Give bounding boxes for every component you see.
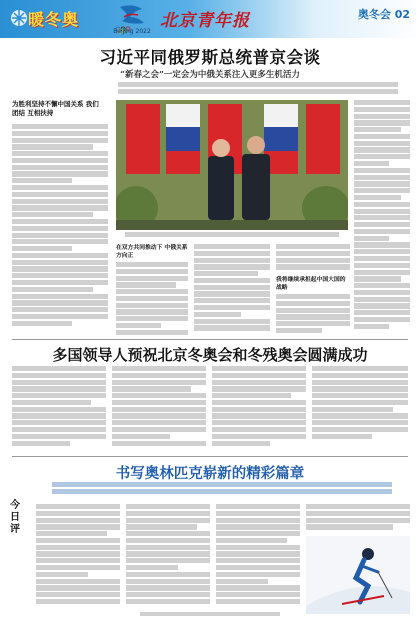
sidebar-title: 为胜利坚持不懈中国关系 我们团结 互相扶持 <box>12 100 99 117</box>
story2-headline: 多国领导人预祝北京冬奥会和冬残奥会圆满成功 <box>52 346 368 364</box>
column-name: 暖冬奥 <box>28 10 80 29</box>
story1-headline: 习近平同俄罗斯总统普京会谈 <box>99 48 321 67</box>
story1-subhead-2: 我将继续承担起中国大国的战略 <box>276 277 346 291</box>
story3-body-col3 <box>216 504 300 608</box>
newspaper-name: 北京青年报 <box>160 11 250 31</box>
column-logo <box>10 5 102 31</box>
story3-body-col1 <box>36 504 120 608</box>
story2-body-col2 <box>112 366 206 452</box>
skier-illustration <box>306 536 410 614</box>
section-divider-1 <box>12 339 408 340</box>
right-column-body <box>354 100 410 336</box>
news-photo <box>116 100 348 230</box>
story2-body-col4 <box>312 366 408 452</box>
snowflake-icon <box>10 7 28 29</box>
page-footer <box>140 612 280 618</box>
page-number: 奥冬会 02 <box>357 8 410 21</box>
story1-body-col2 <box>194 244 270 336</box>
story3-body-col4 <box>306 504 410 534</box>
photo-caption <box>116 232 348 239</box>
story3-lead <box>52 482 392 498</box>
story1-subheadline: “新春之会”一定会为中俄关系注入更多生机活力 <box>120 70 300 80</box>
commentary-label: 今 日 评 <box>10 500 20 535</box>
story1-body-col3b <box>276 294 350 336</box>
story3-headline: 书写奥林匹克崭新的精彩篇章 <box>115 465 305 482</box>
story2-body-col3 <box>212 366 306 452</box>
story1-subhead-1: 在双方共同推动下 中俄关系方向正 <box>116 245 188 259</box>
section-divider-2 <box>12 456 408 457</box>
sidebar-body <box>12 124 108 334</box>
masthead <box>0 0 420 38</box>
skier-graphic <box>306 536 410 614</box>
emblem-caption: Beijing 2022 <box>113 28 151 35</box>
meeting-photo-illustration <box>116 100 348 230</box>
story1-lead <box>118 82 398 96</box>
story1-body-col1 <box>116 262 188 336</box>
story1-body-col3 <box>276 244 350 270</box>
sidebar <box>12 100 104 118</box>
story3-body-col2 <box>126 504 210 608</box>
story2-body-col1 <box>12 366 106 452</box>
